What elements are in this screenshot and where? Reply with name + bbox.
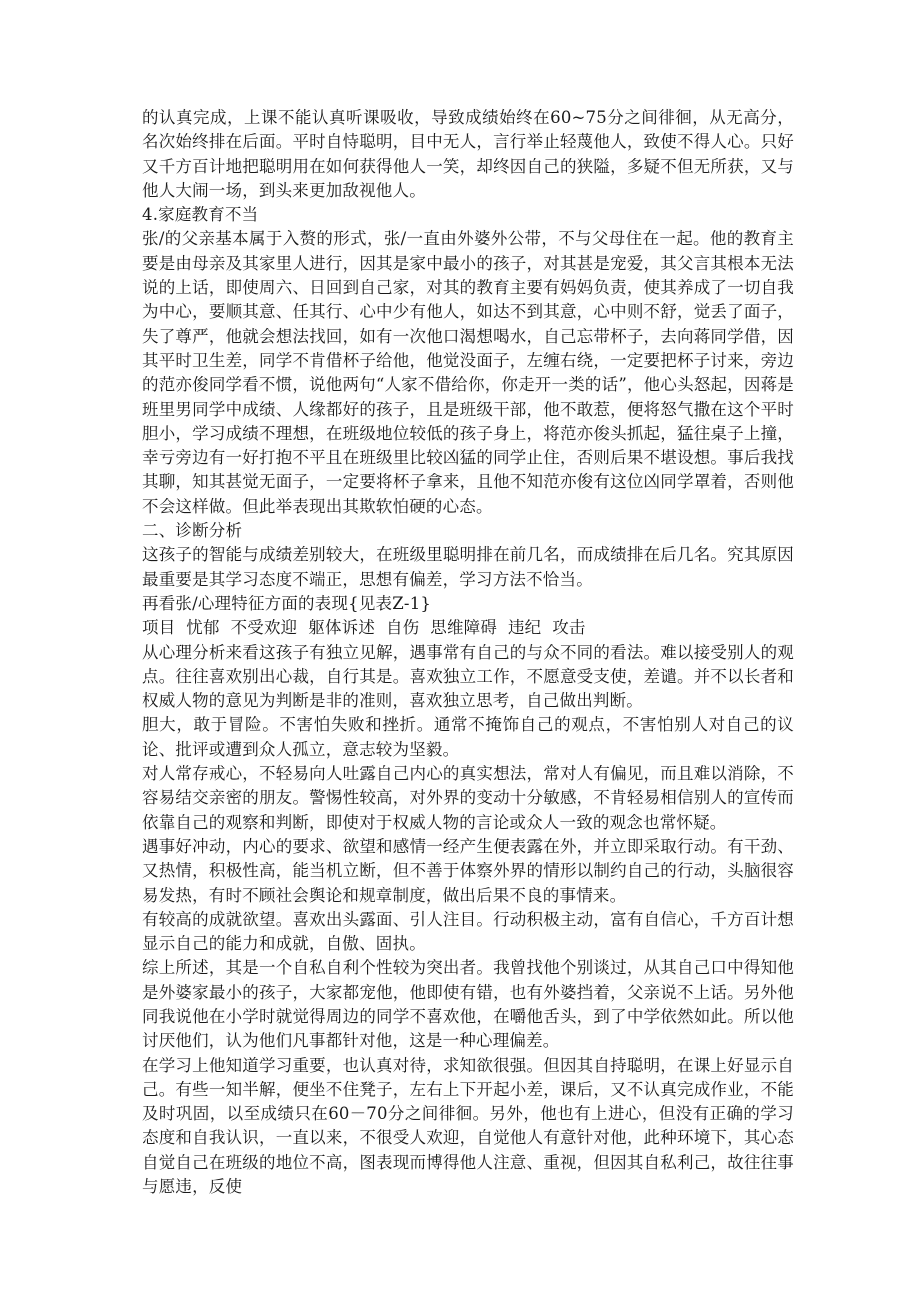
paragraph-wary: 对人常存戒心，不轻易向人吐露自己内心的真实想法，常对人有偏见，而且难以消除，不容易结交亲密的朋友。警惕性较高，对外界的变动十分敏感，不肯轻易相信别人的宣传而依靠自己的观察和判断，即使对于权威人物的言论或众人一致的观念也常怀疑。 [142, 764, 794, 832]
paragraph-psych-analysis: 从心理分析来看这孩子有独立见解，遇事常有自己的与众不同的看法。难以接受别人的观点。往往喜欢别出心裁，自行其是。喜欢独立工作，不愿意受支使，差谴。并不以长者和权威人物的意见为判断是非的准则，喜欢独立思考，自己做出判断。 [142, 642, 794, 711]
section-heading-family-education: 4.家庭教育不当 [142, 205, 259, 225]
section-heading-diagnosis: 二、诊断分析 [142, 521, 243, 541]
document-body [142, 106, 794, 1199]
paragraph-intro-continued: 的认真完成，上课不能认真听课吸收，导致成绩始终在60~75分之间徘徊，从无高分，名次始终排在后面。平时自恃聪明，目中无人，言行举止轻蔑他人，致使不得人心。只好又千方百计地把聪明用在如何获得他人一笑，却终因自己的狭隘，多疑不但无所获，又与他人大闹一场，到头来更加敌视他人。 [142, 108, 794, 200]
paragraph-achievement: 有较高的成就欲望。喜欢出头露面、引人注目。行动积极主动，富有自信心，千方百计想显示自己的能力和成就，自傲、固执。 [142, 909, 794, 954]
paragraph-family-education: 张/的父亲基本属于入赘的形式，张/一直由外婆外公带，不与父母住在一起。他的教育主要是由母亲及其家里人进行，因其是家中最小的孩子，对其甚是宠爱，其父言其根本无法说的上话，即使周六、日回到自己家，对其的教育主要有妈妈负责，使其养成了一切自我为中心，要顺其意、任其行、心中少有他人，如达不到其意，心中则不舒，觉丢了面子，失了尊严，他就会想法找回，如有一次他口渴想喝水，自己忘带杯子，去向蒋同学借，因其平时卫生差，同学不肯借杯子给他，他觉没面子，左缠右绕，一定要把杯子讨来，旁边的范亦俊同学看不惯，说他两句“人家不借给你，你走开一类的话”，他心头怒起，因蒋是班里男同学中成绩、人缘都好的孩子，且是班级干部，他不敢惹，便将怒气撒在这个平时胆小，学习成绩不理想，在班级地位较低的孩子身上，将范亦俊头抓起，猛往桌子上撞，幸亏旁边有一好打抱不平且在班级里比较凶猛的同学止住，否则后果不堪设想。事后我找其聊，知其甚觉无面子，一定要将杯子拿来，且他不知范亦俊有这位凶同学罩着，否则他不会这样做。但此举表现出其欺软怕硬的心态。 [142, 229, 794, 516]
paragraph-summary: 综上所述，其是一个自私自利个性较为突出者。我曾找他个别谈过，从其自己口中得知他是外婆家最小的孩子，大家都宠他，他即使有错，也有外婆挡着，父亲说不上话。另外他同我说他在小学时就觉得周边的同学不喜欢他，在嚼他舌头，到了中学依然如此。所以他讨厌他们，认为他们凡事都针对他，这是一种心理偏差。 [142, 958, 794, 1051]
table-header-row: 项目 忧郁 不受欢迎 躯体诉述 自伤 思维障碍 违纪 攻击 [142, 618, 586, 638]
paragraph-bold: 胆大，敢于冒险。不害怕失败和挫折。通常不掩饰自己的观点，不害怕别人对自己的议论、批评或遭到众人孤立，意志较为坚毅。 [142, 715, 794, 759]
paragraph-impulsive: 遇事好冲动，内心的要求、欲望和感情一经产生便表露在外，并立即采取行动。有干劲、又热情，积极性高，能当机立断，但不善于体察外界的情形以制约自己的行动，头脑很容易发热，有时不顾社会舆论和规章制度，做出后果不良的事情来。 [142, 836, 794, 905]
paragraph-table-reference: 再看张/心理特征方面的表现{见表Z-1} [142, 593, 432, 613]
paragraph-diagnosis: 这孩子的智能与成绩差别较大，在班级里聪明排在前几名，而成绩排在后几名。究其原因最重要是其学习态度不端正，思想有偏差，学习方法不恰当。 [142, 545, 794, 589]
paragraph-study: 在学习上他知道学习重要，也认真对待，求知欲很强。但因其自持聪明，在课上好显示自己。有些一知半解，便坐不住凳子，左右上下开起小差，课后，又不认真完成作业，不能及时巩固，以至成绩只在60－70分之间徘徊。另外，他也有上进心，但没有正确的学习态度和自我认识，一直以来，不很受人欢迎，自觉他人有意针对他，此种环境下，其心态自觉自己在班级的地位不高，图表现而博得他人注意、重视，但因其自私利己，故往往事与愿违，反使 [142, 1055, 794, 1197]
